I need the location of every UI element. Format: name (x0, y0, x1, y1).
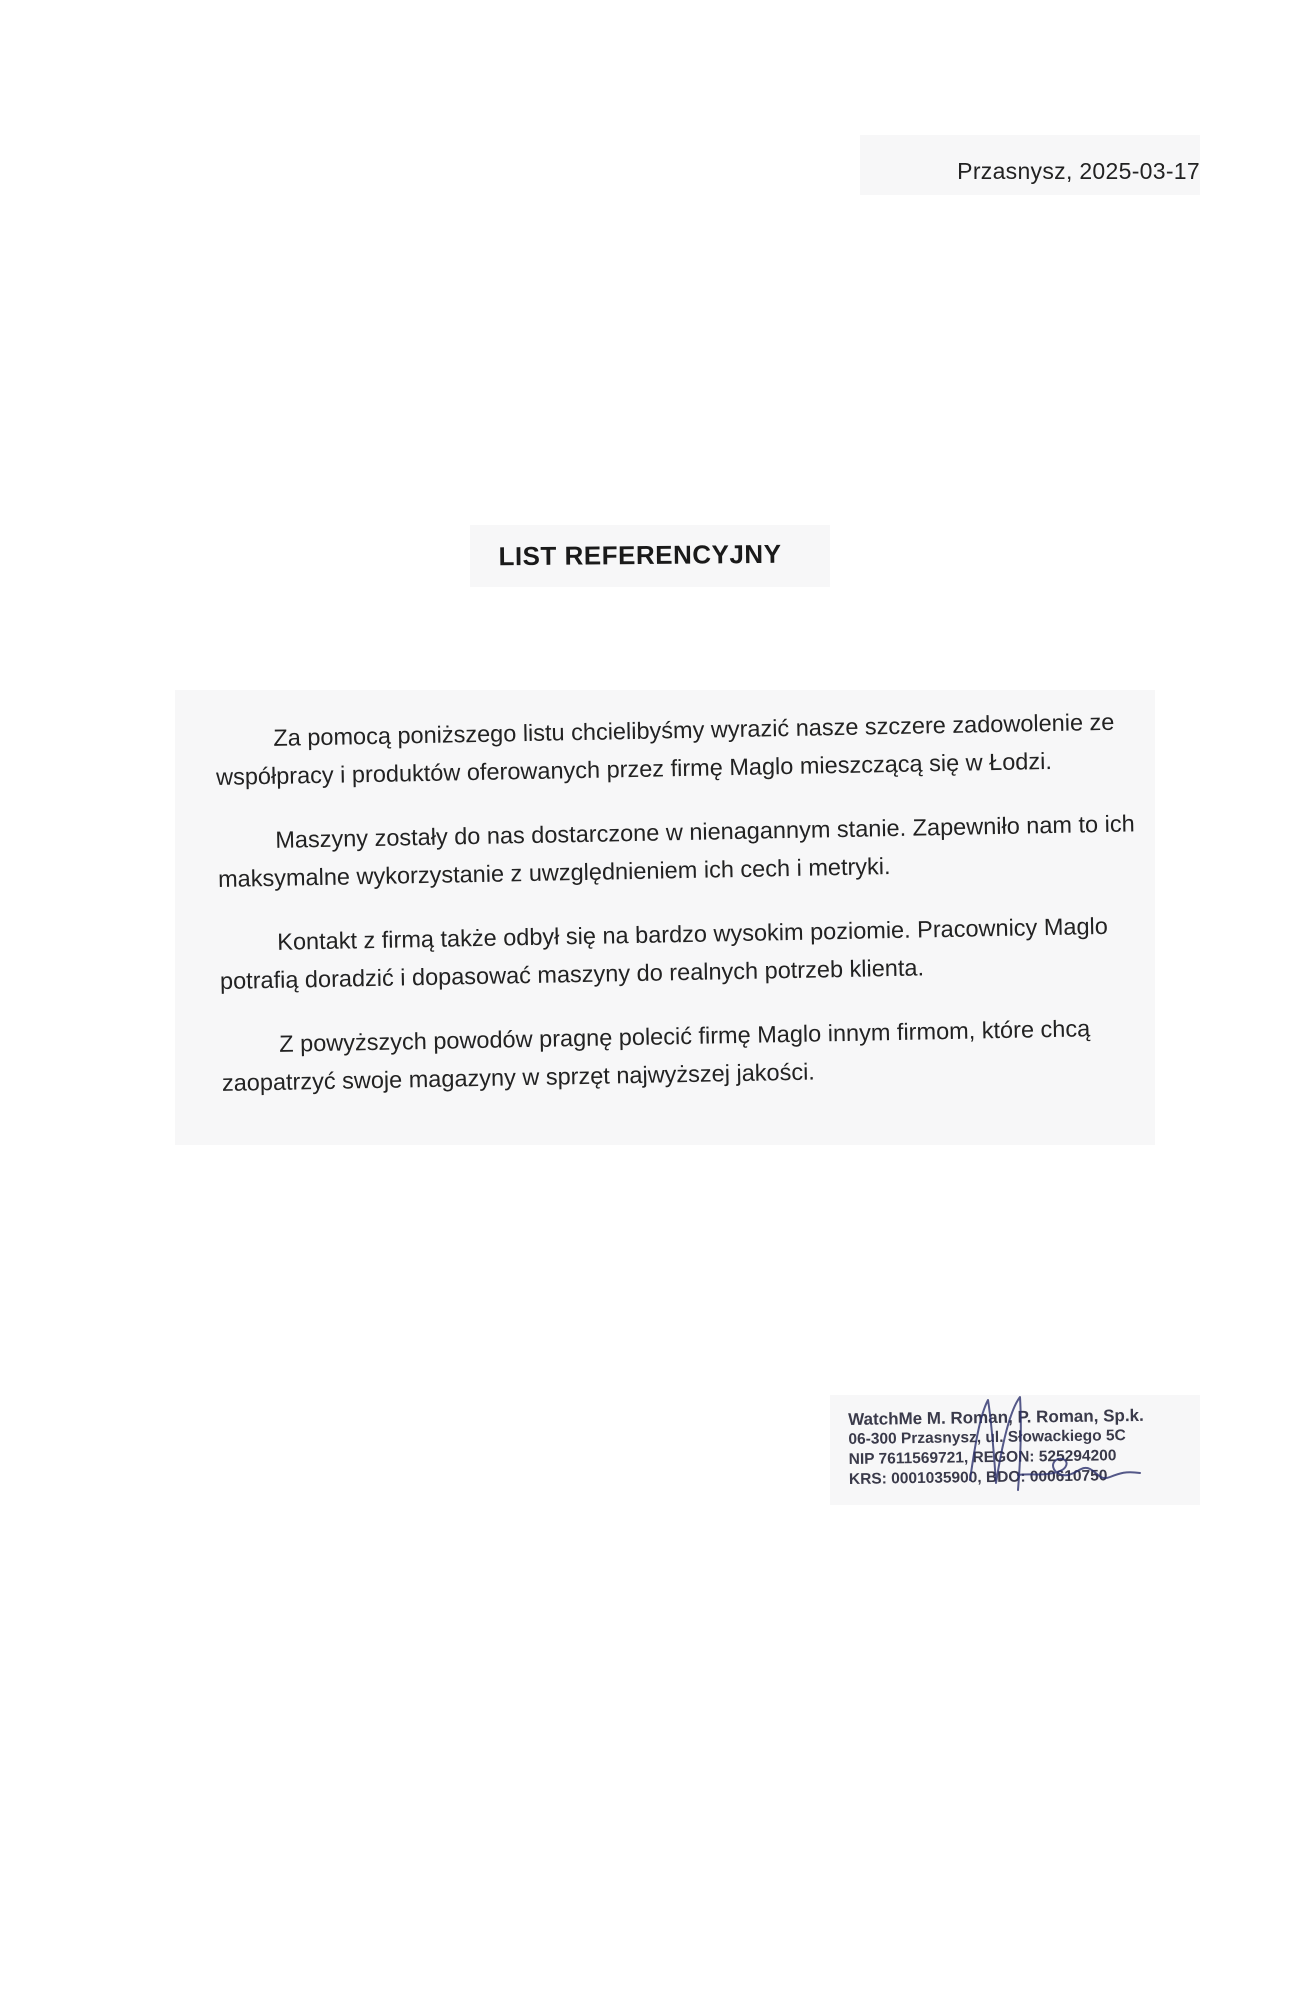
paragraph: Kontakt z firmą także odbył się na bardzo wysokim poziomie. Pracownicy Maglo potrafią doradzić i dopasować maszyny do realnych potrzeb klienta. (219, 912, 1109, 994)
stamp-tax-line: NIP 7611569721, REGON: 525294200 (848, 1447, 1117, 1468)
signature-icon (950, 1385, 1180, 1505)
letter-body (215, 702, 1163, 1128)
stamp-registry-line: KRS: 0001035900, BDO: 000610750 (848, 1467, 1108, 1488)
stamp-address-line: 06-300 Przasnysz, ul. Słowackiego 5C (848, 1427, 1126, 1448)
paragraph: Maszyny zostały do nas dostarczone w nienagannym stanie. Zapewniło nam to ich maksymalne wykorzystanie z uwzględnieniem ich cech i metryki. (217, 810, 1135, 892)
letter-title: LIST REFERENCYJNY (498, 538, 782, 572)
paragraph: Za pomocą poniższego listu chcielibyśmy wyrazić nasze szczere zadowolenie ze współpracy i produktów oferowanych przez firmę Maglo mieszczącą się w Łodzi. (215, 708, 1115, 790)
place-and-date: Przasnysz, 2025-03-17 (957, 158, 1200, 184)
stamp-company-line: WatchMe M. Roman, P. Roman, Sp.k. (848, 1405, 1144, 1429)
paragraph: Z powyższych powodów pragnę polecić firmę Maglo innym firmom, które chcą zaopatrzyć swoje magazyny w sprzęt najwyższej jakości. (221, 1015, 1091, 1096)
